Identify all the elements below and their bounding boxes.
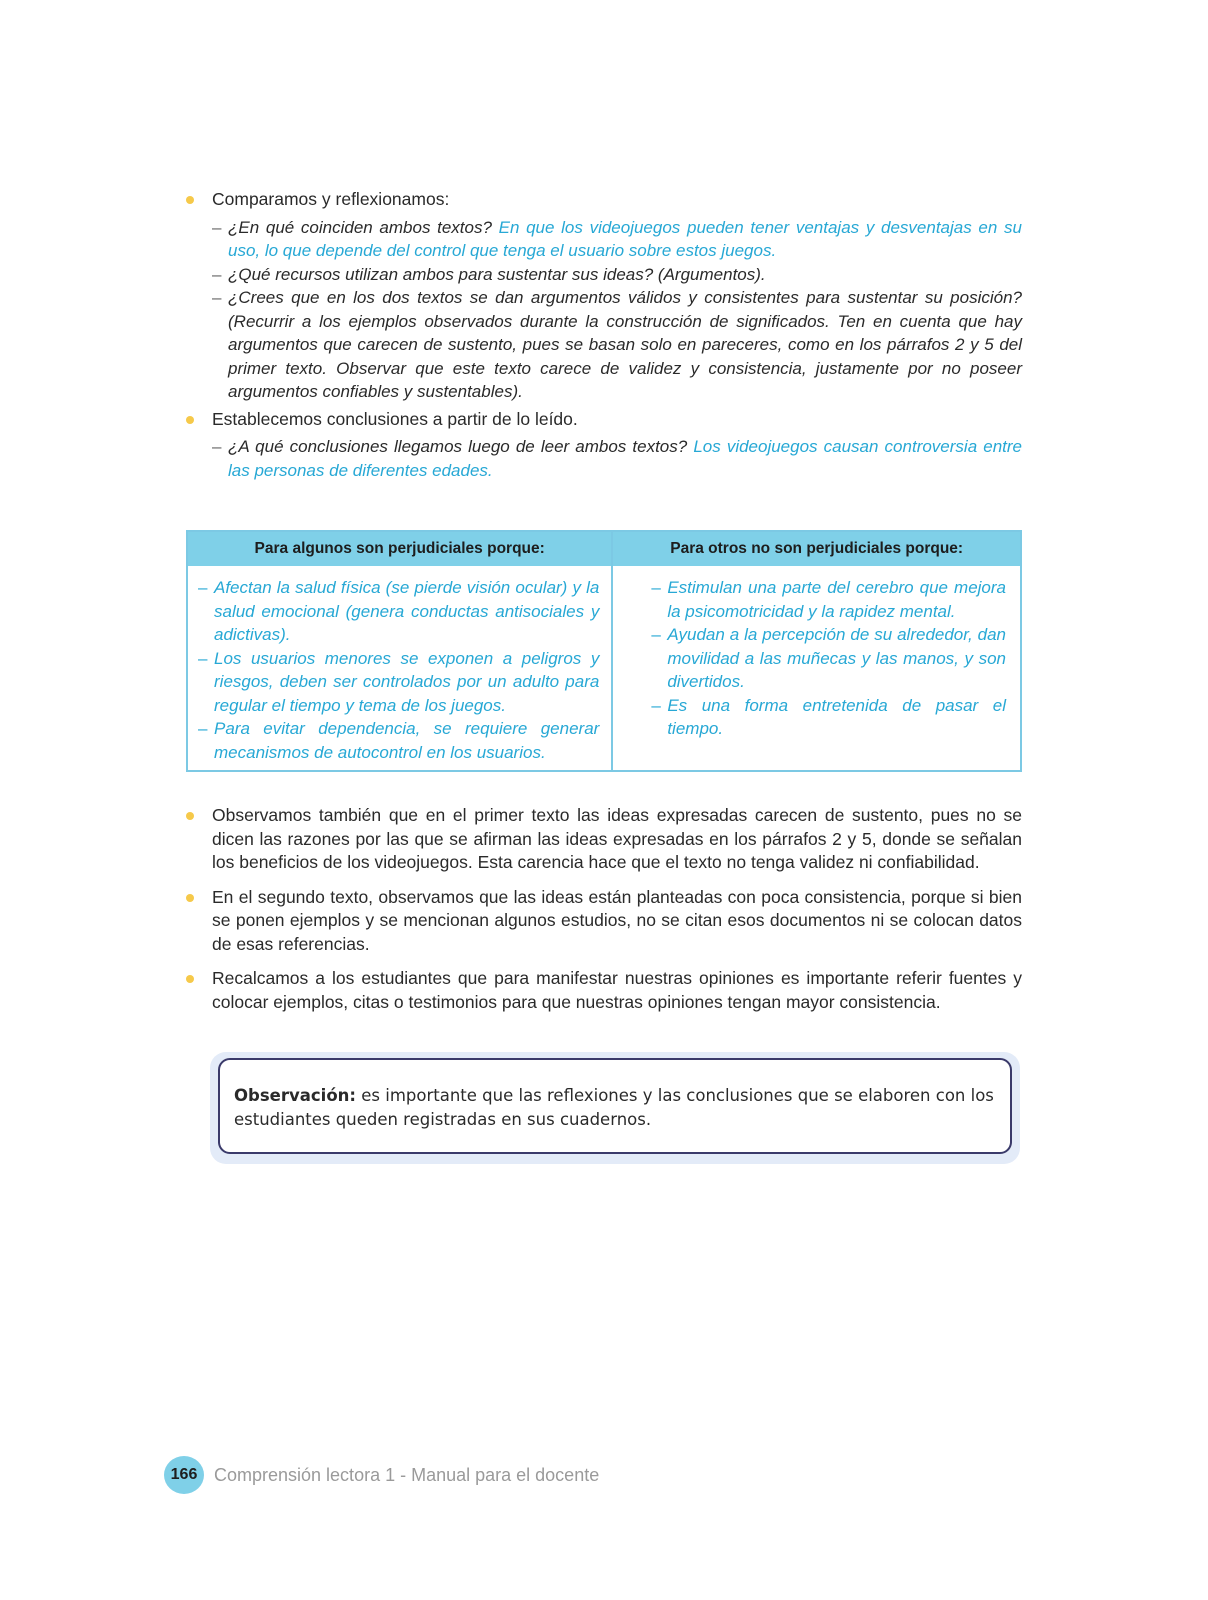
dash-icon: – — [212, 264, 222, 284]
dash-icon: – — [198, 578, 208, 597]
reason-text: Para evitar dependencia, se requiere generar mecanismos de autocontrol en los usuarios. — [214, 719, 600, 762]
section-heading: Comparamos y reflexionamos: — [212, 189, 450, 209]
question-list — [212, 216, 1022, 404]
list-item — [198, 576, 599, 647]
reflection-section — [186, 188, 1022, 482]
paragraph-text: En el segundo texto, observamos que las ideas están planteadas con poca consistencia, porque si bien se ponen ejemplos y se mencionan algunos estudios, no se citan esos documentos ni se colocan datos de esas referencias. — [212, 886, 1022, 954]
reason-text: Es una forma entretenida de pasar el tiempo. — [667, 695, 1006, 738]
section-heading: Establecemos conclusiones a partir de lo leído. — [212, 408, 578, 429]
harmful-reasons-list — [198, 576, 599, 764]
table-header-left: Para algunos son perjudiciales porque: — [187, 531, 612, 566]
dash-icon: – — [212, 217, 222, 237]
question-item — [212, 435, 1022, 482]
bullet-dot-icon — [186, 894, 194, 902]
question-item — [212, 216, 1022, 263]
question-item — [212, 286, 1022, 404]
reason-text: Los usuarios menores se exponen a peligros y riesgos, deben ser controlados por un adulto para regular el tiempo y tema de los juegos. — [214, 648, 600, 715]
dash-icon: – — [212, 437, 222, 456]
bullet-dot-icon — [186, 416, 194, 424]
bullet-dot-icon — [186, 975, 194, 983]
dash-icon: – — [651, 695, 661, 715]
bullet-conclusiones — [186, 408, 1022, 483]
list-item — [651, 576, 1006, 623]
question-text: ¿Qué recursos utilizan ambos para sustentar sus ideas? (Argumentos). — [228, 264, 766, 284]
paragraph-text: Observamos también que en el primer texto las ideas expresadas carecen de sustento, pues no se dicen las razones por las que se afirman las ideas expresadas en los párrafos 2 y 5, donde se señalan los beneficios de los videojuegos. Esta carencia hace que el texto no tenga validez ni confiabilidad. — [212, 805, 1022, 872]
question-text: ¿Crees que en los dos textos se dan argumentos válidos y consistentes para sustentar su posición? (Recurrir a los ejemplos observados durante la construcción de significados. Ten en cuenta que hay argumentos que carecen de sustento, pues se basan solo en pareceres, como en los párrafos 2 y 5 del primer texto. Observar que este texto carece de validez y consistencia, justamente por no poseer argumentos confiables y sustentables). — [228, 288, 1022, 401]
question-text: ¿En qué coinciden ambos textos? — [228, 217, 492, 237]
list-item — [651, 694, 1006, 741]
paragraph-bullet — [186, 886, 1022, 957]
table-header-right: Para otros no son perjudiciales porque: — [612, 531, 1021, 566]
dash-icon: – — [198, 719, 208, 738]
reason-text: Ayudan a la percepción de su alrededor, dan movilidad a las muñecas y las manos, y son divertidos. — [667, 625, 1006, 691]
page-footer — [164, 1456, 599, 1494]
dash-icon: – — [212, 288, 222, 307]
list-item — [198, 717, 599, 764]
dash-icon: – — [651, 578, 661, 597]
paragraph-text: Recalcamos a los estudiantes que para manifestar nuestras opiniones es importante referir fuentes y colocar ejemplos, citas o testimonios para que nuestras opiniones tengan mayor consistencia. — [212, 968, 1022, 1012]
dash-icon: – — [198, 648, 208, 668]
table-cell-not-harmful — [612, 566, 1021, 771]
reason-text: Afectan la salud física (se pierde visión ocular) y la salud emocional (genera conductas antisociales y adictivas). — [214, 578, 600, 644]
bullet-dot-icon — [186, 196, 194, 204]
answer-text: Los videojuegos causan controversia entre las personas de diferentes edades. — [228, 437, 1022, 480]
comparison-table — [186, 530, 1022, 772]
bullet-comparamos — [186, 188, 1022, 404]
question-text: ¿A qué conclusiones llegamos luego de leer ambos textos? — [228, 437, 688, 456]
list-item — [198, 647, 599, 718]
dash-icon: – — [651, 625, 661, 644]
question-list — [212, 435, 1022, 482]
page-number-badge: 166 — [164, 1456, 204, 1494]
note-text: es importante que las reflexiones y las conclusiones que se elaboren con los estudiantes queden registradas en sus cuadernos. — [234, 1086, 994, 1129]
bullet-dot-icon — [186, 812, 194, 820]
question-item — [212, 263, 1022, 287]
list-item — [651, 623, 1006, 694]
footer-title: Comprensión lectora 1 - Manual para el docente — [214, 1464, 600, 1485]
note-label: Observación: — [234, 1086, 356, 1105]
observation-note — [218, 1058, 1012, 1154]
benefit-reasons-list — [651, 576, 1006, 741]
paragraph-bullet — [186, 804, 1022, 875]
answer-text: En que los videojuegos pueden tener ventajas y desventajas en su uso, lo que depende del control que tenga el usuario sobre estos juegos. — [228, 217, 1022, 260]
reason-text: Estimulan una parte del cerebro que mejora la psicomotricidad y la rapidez mental. — [667, 578, 1006, 621]
table-cell-harmful — [187, 566, 612, 771]
paragraph-bullet — [186, 967, 1022, 1014]
observations-section — [186, 804, 1022, 1025]
table-header-row — [187, 531, 1021, 566]
table-row — [187, 566, 1021, 771]
